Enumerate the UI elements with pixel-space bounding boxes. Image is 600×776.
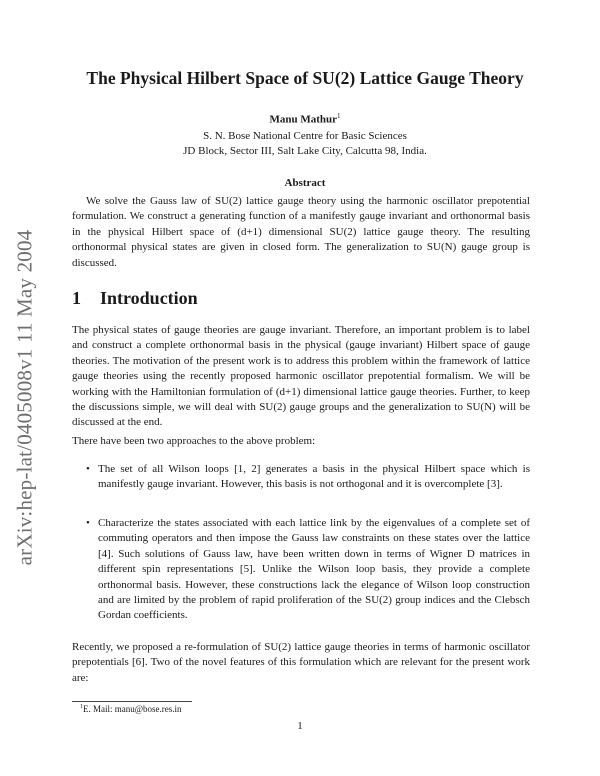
list-item-text: Characterize the states associated with each lattice link by the eigenvalues of a complete set of commuting operators and then impose the Gauss law constraints on these states over the lattice [4]. Such solutions of Gauss law, have been written down in terms of Wigner D matrices in different spin representations [5]. Unlike the Wilson loop basis, they provide a complete orthonormal basis. However, these constructions lack the elegance of Wilson loop construction and are limited by the problem of rapid proliferation of the SU(2) group indices and the Clebsch Gordan coefficients. (98, 517, 530, 622)
affiliation-line-1: S. N. Bose National Centre for Basic Sciences (203, 130, 407, 142)
footnote-divider (72, 701, 192, 702)
arxiv-id-text: arXiv:hep-lat/0405008v1 11 May 2004 (12, 229, 37, 566)
footnote-marker: 1 (80, 704, 83, 710)
arxiv-identifier-stamp (12, 200, 38, 595)
author-footnote-marker: 1 (337, 112, 341, 120)
author-line (40, 112, 570, 126)
footnote-text: E. Mail: manu@bose.res.in (83, 704, 182, 714)
bullet-icon: • (86, 463, 90, 475)
bullet-icon: • (86, 517, 90, 529)
page-number: 1 (297, 720, 303, 732)
section-number: 1 (72, 288, 81, 308)
affiliation-line-2: JD Block, Sector III, Salt Lake City, Calcutta 98, India. (183, 145, 427, 157)
section-title: Introduction (100, 288, 198, 308)
approaches-paragraph: There have been two approaches to the above problem: (72, 435, 316, 447)
list-item-text: The set of all Wilson loops [1, 2] generates a basis in the physical Hilbert space which is manifestly gauge invariant. However, this basis is not orthogonal and it is overcomplete [3]. (98, 463, 530, 491)
list-item (86, 462, 530, 493)
abstract-heading: Abstract (284, 177, 326, 189)
footnote (80, 704, 182, 714)
section-heading (72, 288, 198, 309)
recently-paragraph: Recently, we proposed a re-formulation of SU(2) lattice gauge theories in terms of harmonic oscillator prepotentials [6]. Two of the novel features of this formulation which are relevant for the present work are: (72, 641, 530, 684)
intro-paragraph: The physical states of gauge theories are gauge invariant. Therefore, an important problem is to label and construct a complete orthonormal basis in the physical (gauge invariant) Hilbert space of gauge theories. The motivation of the present work is to address this problem within the framework of lattice gauge theories using the recently proposed harmonic oscillator prepotential formalism. We will be working with the Hamiltonian formulation of (d+1) dimensional lattice gauge theories. Further, to keep the discussions simple, we will deal with SU(2) gauge groups and the generalization to SU(N) will be discussed at the end. (72, 324, 530, 429)
paper-title: The Physical Hilbert Space of SU(2) Lattice Gauge Theory (86, 68, 524, 88)
author-name: Manu Mathur (269, 113, 338, 126)
list-item (86, 516, 530, 624)
abstract-body: We solve the Gauss law of SU(2) lattice gauge theory using the harmonic oscillator prepotential formulation. We construct a generating function of a manifestly gauge invariant and orthonormal basis in the physical Hilbert space of (d+1) dimensional SU(2) lattice gauge theory. The resulting orthonormal physical states are given in closed form. The generalization to SU(N) gauge group is discussed. (72, 195, 530, 269)
